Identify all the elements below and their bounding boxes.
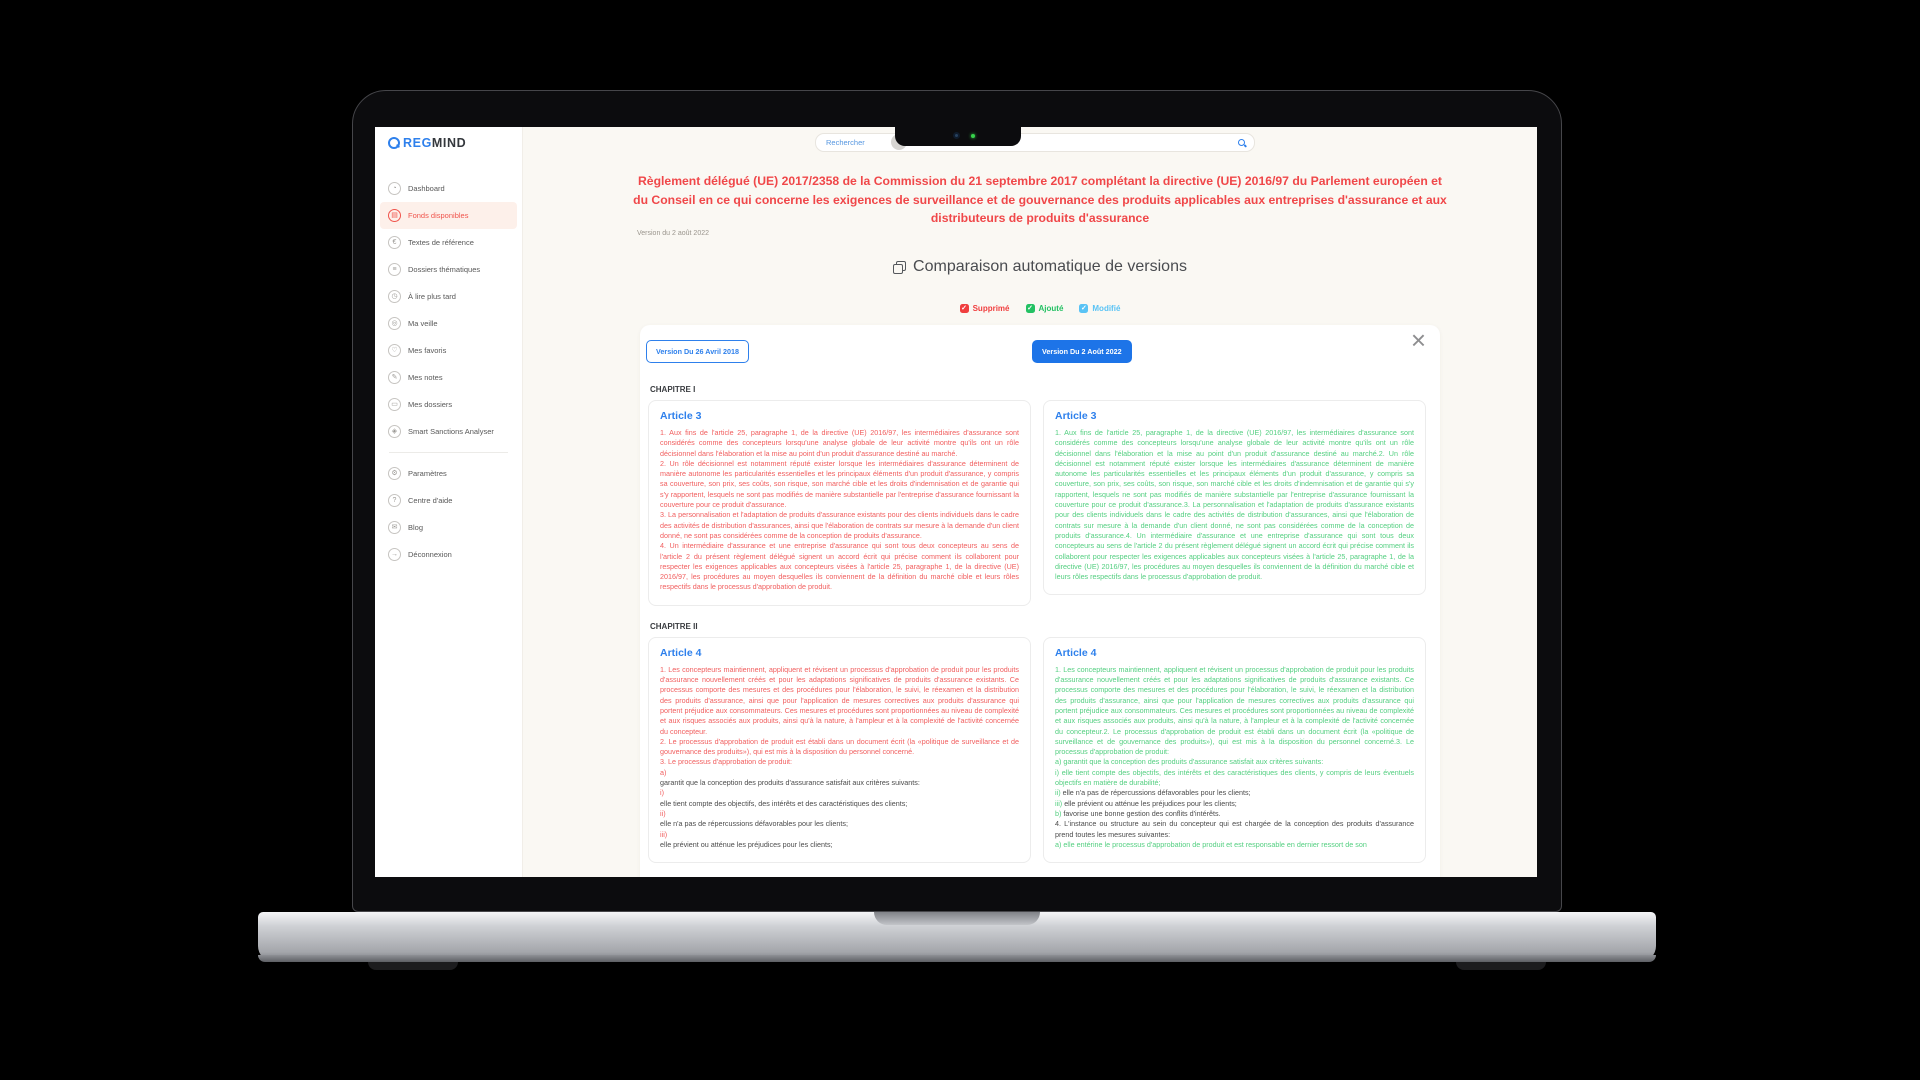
diff-segment-removed: 2. Le processus d'approbation de produit est établi dans un document écrit (la «politique de surveillance et de gouvernance des produits»), qui est mis à la disposition du personnel concerné. xyxy=(660,736,1019,757)
folders-icon: ▭ xyxy=(388,398,401,411)
diff-segment-unchanged: favorise une bonne gestion des conflits d'intérêts. xyxy=(1063,808,1221,818)
comparison-row xyxy=(648,400,1426,606)
diff-segment-added: a) garantit que la conception des produits d'assurance satisfait aux critères suivants: xyxy=(1055,757,1324,767)
diff-segment-unchanged: elle n'a pas de répercussions défavorables pour les clients; xyxy=(660,819,848,829)
search-icon[interactable] xyxy=(1238,139,1247,148)
checkbox-icon: ✓ xyxy=(1080,305,1087,312)
sidebar-item-param-tres[interactable] xyxy=(380,460,517,487)
version-button-new[interactable]: Version Du 2 Août 2022 xyxy=(1032,340,1132,363)
regmind-logo-icon xyxy=(388,137,400,149)
comparison-row xyxy=(648,637,1426,863)
comparison-heading-text: Comparaison automatique de versions xyxy=(913,258,1187,275)
sidebar-item-mes-notes[interactable] xyxy=(380,364,517,391)
notes-icon: ✎ xyxy=(388,371,401,384)
diff-segment-added: 1. Les concepteurs maintiennent, appliquent et révisent un processus d'approbation de produit pour les produits d'assurance nouvellement créés et pour les adaptations significatives de produits d'assurance existants. Ce processus comporte des mesures et des procédures pour l'élaboration, le suivi, le réexamen et la distribution des produits d'assurance, ainsi que pour l'application de mesures correctives aux produits d'assurance qui portent préjudice aux consommateurs. Ces mesures et procédures sont proportionnées au niveau de complexité et aux risques associés aux produits, ainsi qu'à la nature, à l'ampleur et à la complexité de l'activité concernée du concepteur.2. Le processus d'approbation de produit est établi dans un document écrit (la «politique de surveillance et de gouvernance des produits»), qui est mis à la disposition du personnel concerné.3. Le processus d'approbation de produit: xyxy=(1055,664,1414,757)
help-icon: ? xyxy=(388,494,401,507)
sidebar-divider xyxy=(389,452,508,453)
diff-text-block xyxy=(660,757,1019,767)
diff-text-block xyxy=(1055,757,1414,767)
diff-segment-added: i) elle tient compte des objectifs, des intérêts et des caractéristiques des clients, y compris de leurs éventuels objectifs en matière de durabilité; xyxy=(1055,767,1414,788)
diff-segment-added: b) xyxy=(1055,808,1064,818)
diff-text-block xyxy=(660,809,1019,819)
diff-text-block xyxy=(1055,428,1414,582)
diff-text-block xyxy=(660,768,1019,778)
diff-segment-removed: 1. Les concepteurs maintiennent, appliquent et révisent un processus d'approbation de produit pour les produits d'assurance nouvellement créés et pour les adaptations significatives de produits d'assurance existants. Ce processus comporte des mesures et des procédures pour l'élaboration, le suivi, le réexamen et la distribution des produits d'assurance, ainsi que pour l'application de mesures correctives aux produits d'assurance qui portent préjudice aux consommateurs. Ces mesures et procédures sont proportionnées au niveau de complexité et aux risques associés aux produits, ainsi qu'à la nature, à l'ampleur et à la complexité de l'activité concernée du concepteur. xyxy=(660,664,1019,736)
version-button-old[interactable]: Version Du 26 Avril 2018 xyxy=(646,340,749,363)
favorites-icon: ♡ xyxy=(388,344,401,357)
thematic-folders-icon: ≡ xyxy=(388,263,401,276)
checkbox-icon: ✓ xyxy=(961,305,968,312)
laptop-foot xyxy=(1456,962,1546,970)
legend-label: Ajouté xyxy=(1038,304,1064,313)
sidebar xyxy=(375,127,523,877)
sidebar-item-smart-sanctions-analyser[interactable] xyxy=(380,418,517,445)
legend-item-supprime xyxy=(960,304,1010,313)
watch-icon: ◎ xyxy=(388,317,401,330)
diff-legend xyxy=(640,304,1440,313)
diff-text-block xyxy=(660,510,1019,541)
sidebar-item-label: Textes de référence xyxy=(408,238,474,247)
diff-segment-removed: 4. Un intermédiaire d'assurance et une entreprise d'assurance qui sont tous deux concepteurs au sens de l'article 2 du présent règlement délégué signent un accord écrit qui précise comment ils collaborent pour respecter les exigences applicables aux concepteurs visées à l'article 25, paragraphe 1, de la directive (UE) 2016/97, les procédures au moyen desquelles ils conviennent de la définition du marché cible et leurs rôles respectifs dans le processus d'approbation de produit. xyxy=(660,541,1019,592)
diff-text-block xyxy=(1055,768,1414,789)
sidebar-item-label: Paramètres xyxy=(408,469,447,478)
sidebar-item-label: À lire plus tard xyxy=(408,292,456,301)
diff-text-block xyxy=(660,737,1019,758)
article-title: Article 3 xyxy=(660,410,702,422)
diff-text-block xyxy=(660,778,1019,788)
close-icon[interactable]: × xyxy=(1410,325,1426,355)
laptop-lid-groove xyxy=(874,912,1040,925)
diff-text-block xyxy=(1055,840,1414,850)
chapter-label: CHAPITRE I xyxy=(650,385,696,394)
diff-text-block xyxy=(1055,788,1414,798)
diff-segment-removed: ii) xyxy=(660,808,666,818)
webcam-icon xyxy=(953,132,960,139)
sidebar-item-textes-de-r-f-rence[interactable] xyxy=(380,229,517,256)
sidebar-item-label: Déconnexion xyxy=(408,550,452,559)
sidebar-item-label: Mes favoris xyxy=(408,346,447,355)
diff-segment-unchanged: elle tient compte des objectifs, des intérêts et des caractéristiques des clients; xyxy=(660,798,908,808)
diff-text-block xyxy=(660,799,1019,809)
legend-item-modifie xyxy=(1079,304,1120,313)
sidebar-item-label: Mes dossiers xyxy=(408,400,453,409)
sidebar-item-label: Blog xyxy=(408,523,424,532)
sidebar-item-dossiers-th-matiques[interactable] xyxy=(380,256,517,283)
app-screen xyxy=(375,127,1537,877)
sidebar-item-centre-d-aide[interactable] xyxy=(380,487,517,514)
diff-segment-removed: 2. Un rôle décisionnel est notamment réputé exister lorsque les intermédiaires d'assurance déterminent de manière autonome les particularités essentielles et les principaux éléments d'un produit d'assurance, y compris sa couverture, son prix, ses coûts, son risque, son marché cible et les droits d'indemnisation et de garantie qui s'y rapportent, lesquels ne sont pas modifiés de manière substantielle par l'entreprise d'assurance fournissant la couverture pour ce produit d'assurance. xyxy=(660,458,1019,510)
diff-segment-unchanged: elle n'a pas de répercussions défavorables pour les clients; xyxy=(1062,788,1251,798)
legend-item-ajoute xyxy=(1026,304,1064,313)
comparison-heading xyxy=(640,258,1440,278)
article-title: Article 4 xyxy=(660,646,702,659)
diff-text-block xyxy=(1055,819,1414,840)
diff-segment-removed: 3. La personnalisation et l'adaptation de produits d'assurance existants pour des clients individuels dans le cadre des activités de distribution d'assurances, ainsi que l'élaboration de contrats sur mesure à la demande d'un client donné, ne sont pas considérées comme de la conception de produits d'assurance. xyxy=(660,510,1019,540)
legend-label: Modifié xyxy=(1092,304,1121,313)
blog-icon: ✉ xyxy=(388,521,401,534)
new-version-card xyxy=(1043,637,1426,863)
legend-label: Supprimé xyxy=(972,304,1010,313)
logout-icon: → xyxy=(388,548,401,561)
sidebar-item-blog[interactable] xyxy=(380,514,517,541)
regmind-logo-text: REGMIND xyxy=(403,136,467,150)
sidebar-item-label: Dashboard xyxy=(408,184,445,193)
sidebar-item-label: Ma veille xyxy=(408,319,438,328)
diff-text-block xyxy=(660,788,1019,798)
laptop-foot xyxy=(368,962,458,970)
chapter-label: CHAPITRE II xyxy=(650,621,698,631)
diff-segment-removed: a) xyxy=(660,767,667,777)
sidebar-nav xyxy=(375,175,522,460)
sidebar-item-fonds-disponibles[interactable] xyxy=(380,202,517,229)
diff-text-block xyxy=(660,819,1019,829)
diff-segment-removed: i) xyxy=(660,788,664,798)
diff-segment-removed: iii) xyxy=(660,829,668,839)
diff-text-block xyxy=(660,840,1019,850)
comparison-panel xyxy=(640,325,1440,877)
diff-segment-unchanged: garantit que la conception des produits d'assurance satisfait aux critères suivants: xyxy=(660,778,920,788)
article-title: Article 4 xyxy=(1055,646,1097,659)
sidebar-item-dashboard[interactable] xyxy=(380,175,517,202)
diff-text-block xyxy=(660,541,1019,592)
laptop-base xyxy=(258,912,1656,962)
old-version-card xyxy=(648,400,1031,606)
diff-text-block xyxy=(1055,665,1414,758)
sidebar-item-mes-dossiers[interactable] xyxy=(380,391,517,418)
sidebar-item-label: Mes notes xyxy=(408,373,443,382)
diff-text-block xyxy=(660,830,1019,840)
sidebar-item-ma-veille[interactable] xyxy=(380,310,517,337)
diff-segment-removed: 3. Le processus d'approbation de produit: xyxy=(660,757,793,767)
compare-versions-icon xyxy=(893,261,905,273)
regmind-logo[interactable] xyxy=(388,136,466,150)
diff-text-block xyxy=(1055,799,1414,809)
diff-segment-added: iii) xyxy=(1055,798,1065,808)
old-version-card xyxy=(648,637,1031,863)
smart-sanctions-icon: ◈ xyxy=(388,425,401,438)
checkbox-icon: ✓ xyxy=(1027,305,1033,312)
sidebar-item-label: Fonds disponibles xyxy=(408,211,469,220)
sidebar-item--lire-plus-tard[interactable] xyxy=(380,283,517,310)
search-bar xyxy=(815,133,1255,152)
diff-text-block xyxy=(660,428,1019,459)
new-version-card xyxy=(1043,400,1426,595)
diff-segment-added: 1. Aux fins de l'article 25, paragraphe 1, de la directive (UE) 2016/97, les intermédiaires d'assurance sont considérés comme des concepteurs lorsqu'une analyse globale de leur activité montre qu'ils ont un rôle décisionnel dans l'élaboration et la mise au point d'un produit d'assurance destiné au marché.2. Un rôle décisionnel est notamment réputé exister lorsque les intermédiaires d'assurance déterminent de manière autonome les particularités essentielles et les principaux éléments d'un produit d'assurance, y compris sa couverture, son prix, ses coûts, son risque, son marché cible et les droits d'indemnisation et de garantie qui s'y rapportent, lesquels ne sont pas modifiés de manière substantielle par l'entreprise d'assurance fournissant la couverture pour ce produit d'assurance.3. La personnalisation et l'adaptation de produits d'assurance existants pour des clients individuels dans le cadre des activités de distribution d'assurances, ainsi que l'élaboration de contrats sur mesure à la demande d'un client donné, ne sont pas considérées comme de la conception de produits d'assurance.4. Un intermédiaire d'assurance et une entreprise d'assurance qui sont tous deux concepteurs au sens de l'article 2 du présent règlement délégué signent un accord écrit qui précise comment ils collaborent pour respecter les exigences applicables aux concepteurs visées à l'article 25, paragraphe 1, de la directive (UE) 2016/97, les procédures au moyen desquelles ils conviennent de la définition du marché cible et leurs rôles respectifs dans le processus d'approbation de produit. xyxy=(1055,428,1414,582)
read-later-icon: ◷ xyxy=(388,290,401,303)
sidebar-item-label: Centre d'aide xyxy=(408,496,453,505)
dashboard-icon: ◔ xyxy=(388,182,401,195)
diff-text-block xyxy=(660,459,1019,510)
sidebar-item-d-connexion[interactable] xyxy=(380,541,517,568)
search-input[interactable] xyxy=(824,134,1224,151)
diff-segment-unchanged: elle prévient ou atténue les préjudices pour les clients; xyxy=(660,839,833,849)
article-title: Article 3 xyxy=(1055,410,1097,422)
diff-segment-unchanged: 4. L'instance ou structure au sein du concepteur qui est chargée de la conception des produits d'assurance prend toutes les mesures suivantes: xyxy=(1055,819,1414,839)
diff-segment-unchanged: elle prévient ou atténue les préjudices pour les clients; xyxy=(1064,798,1237,808)
version-date-label: Version du 2 août 2022 xyxy=(637,230,710,237)
diff-text-block xyxy=(660,665,1019,737)
diff-segment-added: ii) xyxy=(1055,788,1063,798)
diff-text-block xyxy=(1055,809,1414,819)
diff-segment-added: a) elle entérine le processus d'approbation de produit et est responsable en dernier ressort de son xyxy=(1055,839,1367,849)
laptop-notch xyxy=(895,127,1021,146)
sidebar-footer-nav xyxy=(375,460,522,568)
reference-texts-icon: € xyxy=(388,236,401,249)
comparison-sections xyxy=(640,325,1440,877)
sidebar-item-mes-favoris[interactable] xyxy=(380,337,517,364)
settings-icon: ⚙ xyxy=(388,467,401,480)
sidebar-item-label: Smart Sanctions Analyser xyxy=(408,427,494,436)
funds-icon: ▤ xyxy=(388,209,401,222)
document-title: Règlement délégué (UE) 2017/2358 de la Commission du 21 septembre 2017 complétant la directive (UE) 2016/97 du Parlement européen et du Conseil en ce qui concerne les exigences de surveillance et de gouvernance des produits applicables aux entreprises d'assurance et aux distributeurs de produits d'assurance xyxy=(633,174,1447,226)
diff-segment-removed: 1. Aux fins de l'article 25, paragraphe 1, de la directive (UE) 2016/97, les intermédiaires d'assurance sont considérés comme des concepteurs lorsqu'une analyse globale de leur activité montre qu'ils ont un rôle décisionnel dans l'élaboration et la mise au point d'un produit d'assurance destiné au marché. xyxy=(660,428,1019,458)
sidebar-item-label: Dossiers thématiques xyxy=(408,265,481,274)
webcam-led-icon xyxy=(971,134,975,138)
